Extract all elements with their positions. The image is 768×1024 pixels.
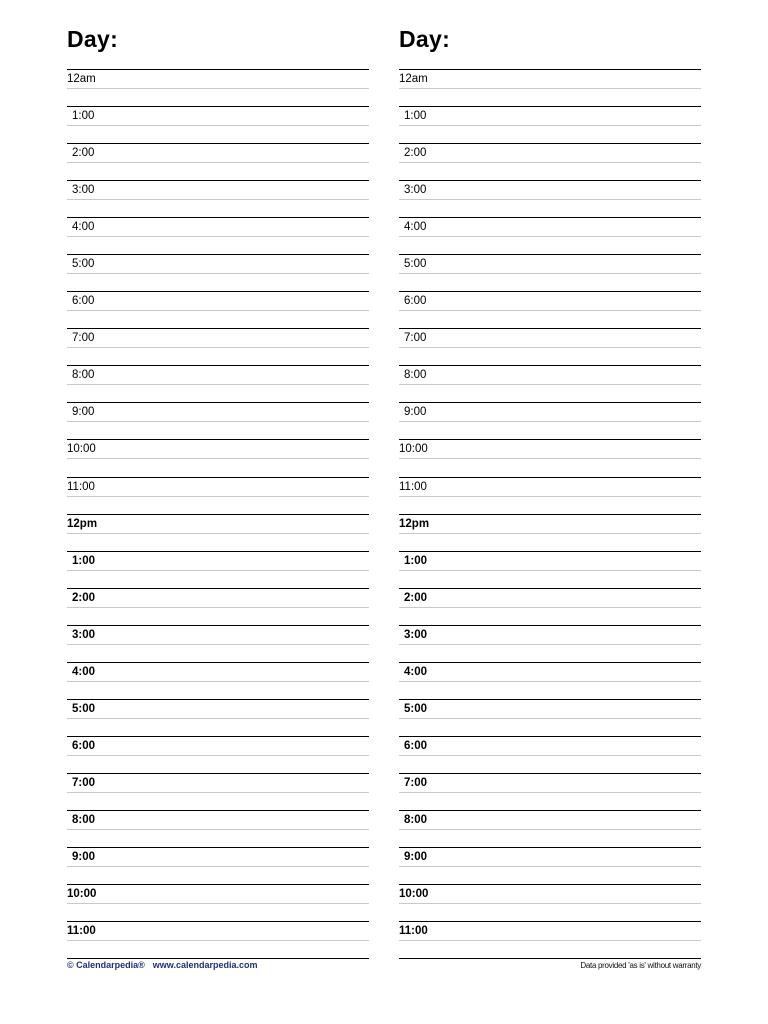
hour-label: 12am — [399, 73, 428, 85]
hour-label: 3:00 — [72, 628, 96, 641]
hour-row — [67, 588, 369, 625]
hour-row — [67, 291, 369, 328]
hour-row — [67, 477, 369, 514]
hour-label: 1:00 — [72, 110, 95, 123]
hour-label: 6:00 — [404, 295, 427, 308]
hour-label: 6:00 — [404, 739, 428, 752]
hour-label: 6:00 — [72, 295, 95, 308]
hour-label: 9:00 — [72, 850, 96, 863]
hour-row — [399, 921, 701, 958]
hour-row — [399, 736, 701, 773]
hour-row — [399, 662, 701, 699]
hour-label: 5:00 — [404, 258, 427, 271]
footer-disclaimer: Data provided 'as is' without warranty — [580, 961, 701, 970]
hour-label: 6:00 — [72, 739, 96, 752]
hour-row — [399, 699, 701, 736]
hour-row — [67, 884, 369, 921]
brand-text: © Calendarpedia® — [67, 960, 145, 970]
hour-row — [399, 884, 701, 921]
hour-row — [399, 106, 701, 143]
hour-row — [67, 810, 369, 847]
hour-label: 12pm — [67, 517, 98, 530]
hour-row — [399, 69, 701, 106]
hour-slots — [67, 69, 369, 958]
hour-row — [399, 328, 701, 365]
hour-row — [67, 773, 369, 810]
hour-row — [67, 328, 369, 365]
hour-label: 10:00 — [399, 443, 428, 456]
hour-label: 10:00 — [67, 888, 97, 901]
hour-row — [67, 847, 369, 884]
hour-label: 9:00 — [404, 850, 428, 863]
hour-row — [399, 477, 701, 514]
hour-label: 8:00 — [72, 369, 95, 382]
hour-row — [399, 365, 701, 402]
hour-row — [67, 143, 369, 180]
hour-label: 7:00 — [404, 776, 428, 789]
hour-row — [67, 69, 369, 106]
hour-label: 8:00 — [404, 813, 428, 826]
hour-label: 3:00 — [404, 628, 428, 641]
hour-row — [399, 514, 701, 551]
hour-label: 1:00 — [72, 554, 96, 567]
hour-row — [399, 588, 701, 625]
hour-label: 3:00 — [72, 184, 95, 197]
hour-label: 4:00 — [404, 665, 428, 678]
hour-label: 10:00 — [399, 888, 429, 901]
day-heading: Day: — [399, 26, 451, 52]
hour-row — [399, 810, 701, 847]
hour-label: 8:00 — [404, 369, 427, 382]
hour-row — [399, 847, 701, 884]
hour-label: 4:00 — [404, 221, 427, 234]
hour-label: 5:00 — [72, 258, 95, 271]
hour-label: 10:00 — [67, 443, 96, 456]
hour-row — [399, 254, 701, 291]
hour-label: 2:00 — [404, 147, 427, 160]
hour-row — [67, 254, 369, 291]
hour-label: 2:00 — [404, 591, 428, 604]
hour-row — [399, 551, 701, 588]
hour-row — [399, 625, 701, 662]
hour-label: 4:00 — [72, 221, 95, 234]
hour-row — [67, 106, 369, 143]
hour-row — [399, 180, 701, 217]
hour-row — [67, 662, 369, 699]
day-heading: Day: — [67, 26, 119, 52]
hour-label: 12am — [67, 73, 96, 85]
hour-label: 1:00 — [404, 110, 427, 123]
hour-row — [67, 736, 369, 773]
hour-row — [67, 439, 369, 476]
hour-label: 7:00 — [404, 332, 427, 345]
hour-label: 11:00 — [67, 925, 96, 938]
hour-row — [399, 291, 701, 328]
hour-row — [67, 921, 369, 958]
hour-label: 11:00 — [399, 925, 428, 938]
hour-row — [67, 551, 369, 588]
hour-label: 3:00 — [404, 184, 427, 197]
hour-label: 11:00 — [67, 480, 95, 493]
hour-label: 11:00 — [399, 480, 427, 493]
hour-row — [399, 143, 701, 180]
footer-brand — [67, 960, 258, 971]
hour-label: 5:00 — [404, 702, 428, 715]
hour-label: 7:00 — [72, 332, 95, 345]
hour-row — [399, 217, 701, 254]
hour-row — [67, 180, 369, 217]
hour-row — [67, 625, 369, 662]
hour-label: 9:00 — [72, 406, 95, 419]
hour-row — [67, 402, 369, 439]
hour-label: 1:00 — [404, 554, 428, 567]
hour-label: 9:00 — [404, 406, 427, 419]
hour-row — [399, 439, 701, 476]
hour-row — [67, 514, 369, 551]
hour-label: 12pm — [399, 517, 430, 530]
hour-row — [399, 773, 701, 810]
hour-row — [67, 217, 369, 254]
footer-divider — [399, 958, 701, 959]
website-link[interactable]: www.calendarpedia.com — [152, 960, 258, 970]
hour-row — [67, 699, 369, 736]
hour-label: 2:00 — [72, 591, 96, 604]
hour-slots — [399, 69, 701, 958]
hour-row — [399, 402, 701, 439]
footer-divider — [67, 958, 369, 959]
hour-label: 5:00 — [72, 702, 96, 715]
hour-label: 2:00 — [72, 147, 95, 160]
hour-label: 4:00 — [72, 665, 96, 678]
hour-label: 8:00 — [72, 813, 96, 826]
hour-row — [67, 365, 369, 402]
hour-label: 7:00 — [72, 776, 96, 789]
